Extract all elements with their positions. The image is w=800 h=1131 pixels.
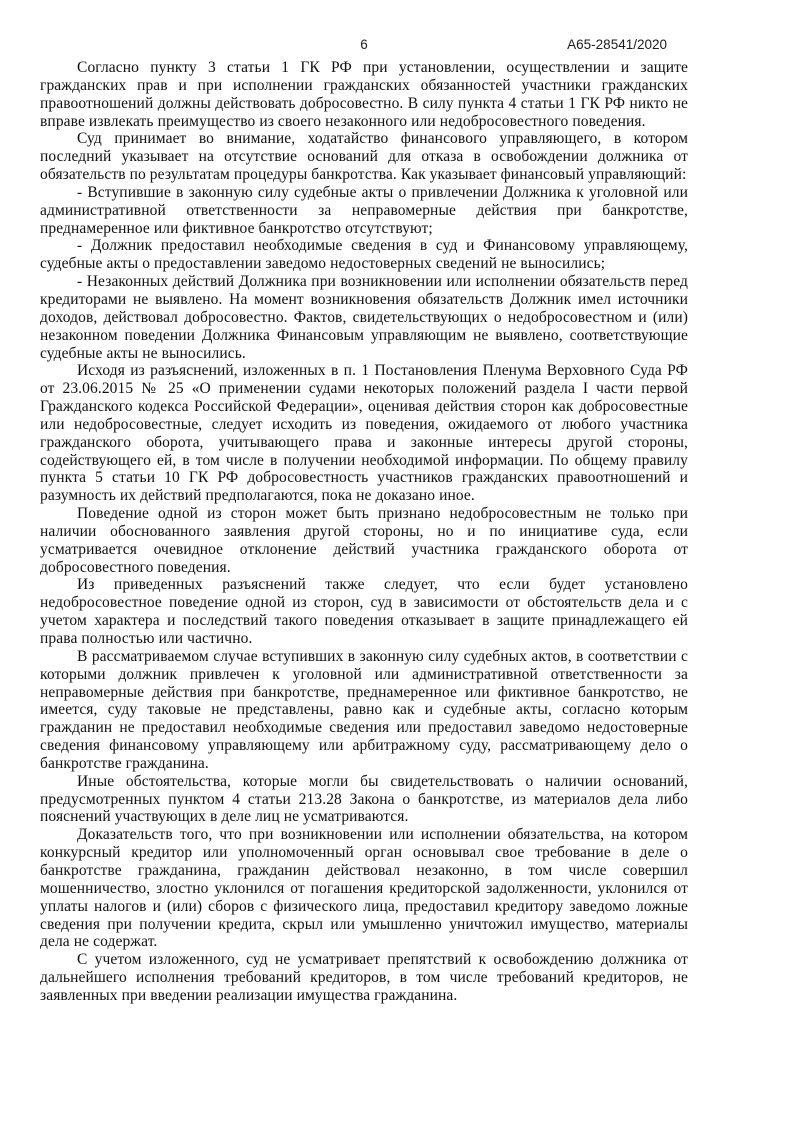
paragraph: Иные обстоятельства, которые могли бы свидетельствовать о наличии оснований, предусмотренных пунктом 4 статьи 213.28 Закона о банкротстве, из материалов дела либо пояснений участвующих в деле лиц не усматриваются. xyxy=(40,772,688,826)
paragraph: Из приведенных разъяснений также следует, что если будет установлено недобросовестное поведение одной из сторон, суд в зависимости от обстоятельств дела и с учетом характера и последствий такого поведения отказывает в защите принадлежащего ей права полностью или частично. xyxy=(40,576,688,647)
document-text xyxy=(40,59,688,1005)
paragraph: Исходя из разъяснений, изложенных в п. 1 Постановления Пленума Верховного Суда РФ от 23.06.2015 № 25 «О применении судами некоторых положений раздела I части первой Гражданского кодекса Российской Федерации», оценивая действия сторон как добросовестные или недобросовестные, следует исходить из поведения, ожидаемого от любого участника гражданского оборота, учитывающего права и законные интересы другой стороны, содействующего ей, в том числе в получении необходимой информации. По общему правилу пункта 5 статьи 10 ГК РФ добросовестность участников гражданских правоотношений и разумность их действий предполагаются, пока не доказано иное. xyxy=(40,362,688,505)
paragraph: Суд принимает во внимание, ходатайство финансового управляющего, в котором последний указывает на отсутствие оснований для отказа в освобождении должника от обязательств по результатам процедуры банкротства. Как указывает финансовый управляющий: xyxy=(40,130,688,184)
paragraph: Поведение одной из сторон может быть признано недобросовестным не только при наличии обоснованного заявления другой стороны, но и по инициативе суда, если усматривается очевидное отклонение действий участника гражданского оборота от добросовестного поведения. xyxy=(40,505,688,576)
case-number: А65-28541/2020 xyxy=(567,37,667,52)
page-header xyxy=(40,37,688,55)
paragraph: - Вступившие в законную силу судебные акты о привлечении Должника к уголовной или административной ответственности за неправомерные действия при банкротстве, преднамеренное или фиктивное банкротство отсутствуют; xyxy=(40,183,688,237)
paragraph: Согласно пункту 3 статьи 1 ГК РФ при установлении, осуществлении и защите гражданских прав и при исполнении гражданских обязанностей участники гражданских правоотношений должны действовать добросовестно. В силу пункта 4 статьи 1 ГК РФ никто не вправе извлекать преимущество из своего незаконного или недобросовестного поведения. xyxy=(40,59,688,130)
paragraph: В рассматриваемом случае вступивших в законную силу судебных актов, в соответствии с которыми должник привлечен к уголовной или административной ответственности за неправомерные действия при банкротстве, преднамеренное или фиктивное банкротство, не имеется, суду таковые не представлены, равно как и судебные акты, согласно которым гражданин не предоставил необходимые сведения или предоставил заведомо недостоверные сведения финансовому управляющему или арбитражному суду, рассматривающему дело о банкротстве гражданина. xyxy=(40,647,688,772)
paragraph: - Должник предоставил необходимые сведения в суд и Финансовому управляющему, судебные акты о предоставлении заведомо недостоверных сведений не выносились; xyxy=(40,237,688,273)
paragraph: - Незаконных действий Должника при возникновении или исполнении обязательств перед кредиторами не выявлено. На момент возникновения обязательств Должник имел источники доходов, действовал добросовестно. Фактов, свидетельствующих о недобросовестном и (или) незаконном поведении Должника Финансовым управляющим не выявлено, соответствующие судебные акты не выносились. xyxy=(40,273,688,362)
paragraph: С учетом изложенного, суд не усматривает препятствий к освобождению должника от дальнейшего исполнения требований кредиторов, в том числе требований кредиторов, не заявленных при введении реализации имущества гражданина. xyxy=(40,951,688,1004)
page-number: 6 xyxy=(360,37,368,52)
paragraph: Доказательств того, что при возникновении или исполнении обязательства, на котором конкурсный кредитор или уполномоченный орган основывал свое требование в деле о банкротстве гражданина, гражданин действовал незаконно, в том числе совершил мошенничество, злостно уклонился от погашения кредиторской задолженности, уклонился от уплаты налогов и (или) сборов с физического лица, предоставил кредитору заведомо ложные сведения при получении кредита, скрыл или умышленно уничтожил имущество, материалы дела не содержат. xyxy=(40,826,688,951)
